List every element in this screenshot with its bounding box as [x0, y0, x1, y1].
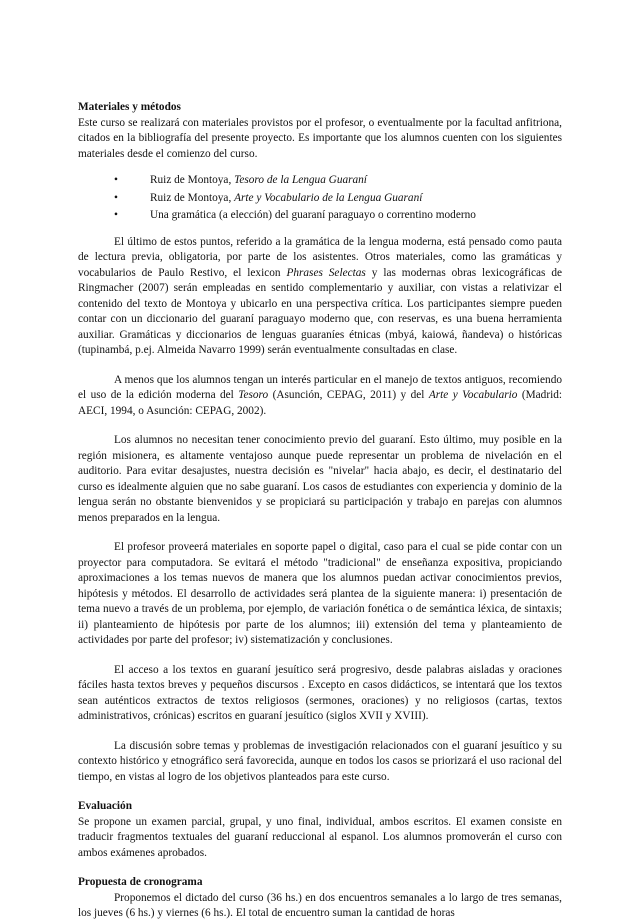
bullet-icon: •	[114, 209, 118, 221]
materials-list	[78, 172, 562, 225]
bullet-icon: •	[114, 174, 118, 186]
evaluacion-text: Se propone un examen parcial, grupal, y uno final, individual, ambos escritos. El examen consiste en traducir fragmentos textuales del guaraní reduccional al espanol. Los alumnos promoverán el curso con ambos exámenes aprobados.	[78, 815, 562, 859]
document-page	[78, 100, 562, 922]
list-item: • Una gramática (a elección) del guaraní paraguayo o correntino moderno	[78, 207, 562, 225]
paragraph-profesor: El profesor proveerá materiales en soporte papel o digital, caso para el cual se pide contar con un proyector para computadora. Se evitará el método "tradicional" de enseñanza expositiva, propiciando aproximaciones a los temas nuevos de manera que los alumnos puedan activar conocimientos previos, hipótesis y métodos. El desarrollo de actividades será plantea de la siguiente manera: i) presentación de tema nuevo a través de un problema, por ejemplo, de variación fonética o de semántica léxica, de sintaxis; ii) planteamiento de hipótesis por parte de los alumnos; iii) extensión del tema y planteamiento de actividades por parte del profesor; iv) sistematización y conclusiones.	[78, 541, 562, 646]
section-heading-cronograma: Propuesta de cronograma	[78, 876, 203, 888]
list-item: • Ruiz de Montoya, Tesoro de la Lengua Guaraní	[78, 172, 562, 190]
paragraph-acceso-textos: El acceso a los textos en guaraní jesuítico será progresivo, desde palabras aisladas y oraciones fáciles hasta textos breves y pequeños discursos . Excepto en casos didácticos, se intentará que los textos sean auténticos extractos de textos religiosos (sermones, oraciones) y no religiosos (cartas, textos administrativos, crónicas) escritos en guaraní jesuítico (siglos XVII y XVIII).	[78, 663, 562, 722]
paragraph-ultimo-punto: El último de estos puntos, referido a la gramática de la lengua moderna, está pensado como pauta de lectura previa, obligatoria, por parte de los asistentes. Otros materiales, como las gramáticas y vocabularios de Paulo Restivo, el lexicon Phrases Selectas y las modernas obras lexicográficas de Ringmacher (2007) serán empleadas en sentido complementario y auxiliar, con vistas a relativizar el contenido del texto de Montoya y ubicarlo en una perspectiva crítica. Los participantes siempre pueden contar con un diccionario del guaraní paraguayo moderno que, con reservas, es una buena herramienta auxiliar. Gramáticas y diccionarios de lenguas guaraníes étnicas (mbyá, kaiowá, ñandeva) o históricas (tupinambá, p.ej. Almeida Navarro 1999) serán eventualmente consultadas en clase.	[78, 235, 562, 356]
paragraph-conocimiento-previo: Los alumnos no necesitan tener conocimiento previo del guaraní. Esto último, muy posible en la región misionera, es altamente ventajoso aunque puede representar un problema de nivelación en el auditorio. Para evitar desajustes, nuestra decisión es "nivelar" hacia abajo, es decir, el destinatario del curso es idealmente alguien que no sabe guaraní. Los casos de estudiantes con experiencia y dominio de la lengua serán no obstante bienvenidos y se propiciará su participación y trabajo en parejas con alumnos menos preparados en la lengua.	[78, 434, 562, 524]
cronograma-text: Proponemos el dictado del curso (36 hs.) en dos encuentros semanales a lo largo de tres semanas, los jueves (6 hs.) y viernes (6 hs.). El total de encuentro suman la cantidad de horas	[78, 891, 562, 919]
section-heading-materiales: Materiales y métodos	[78, 101, 181, 113]
materiales-intro: Este curso se realizará con materiales provistos por el profesor, o eventualmente por la facultad anfitriona, citados en la bibliografía del presente proyecto. Es importante que los alumnos cuenten con los siguientes materiales desde el comienzo del curso.	[78, 116, 562, 160]
section-heading-evaluacion: Evaluación	[78, 800, 132, 812]
paragraph-discusion: La discusión sobre temas y problemas de investigación relacionados con el guaraní jesuítico y su contexto histórico y etnográfico será favorecida, aunque en todos los casos se priorizará el uso racional del tiempo, en vistas al logro de los objetivos planteados para este curso.	[78, 739, 562, 783]
paragraph-edicion-moderna: A menos que los alumnos tengan un interés particular en el manejo de textos antiguos, recomiendo el uso de la edición moderna del Tesoro (Asunción, CEPAG, 2011) y del Arte y Vocabulario (Madrid: AECI, 1994, o Asunción: CEPAG, 2002).	[78, 373, 563, 417]
bullet-icon: •	[114, 191, 118, 204]
list-item: • Ruiz de Montoya, Arte y Vocabulario de la Lengua Guaraní	[78, 190, 562, 208]
